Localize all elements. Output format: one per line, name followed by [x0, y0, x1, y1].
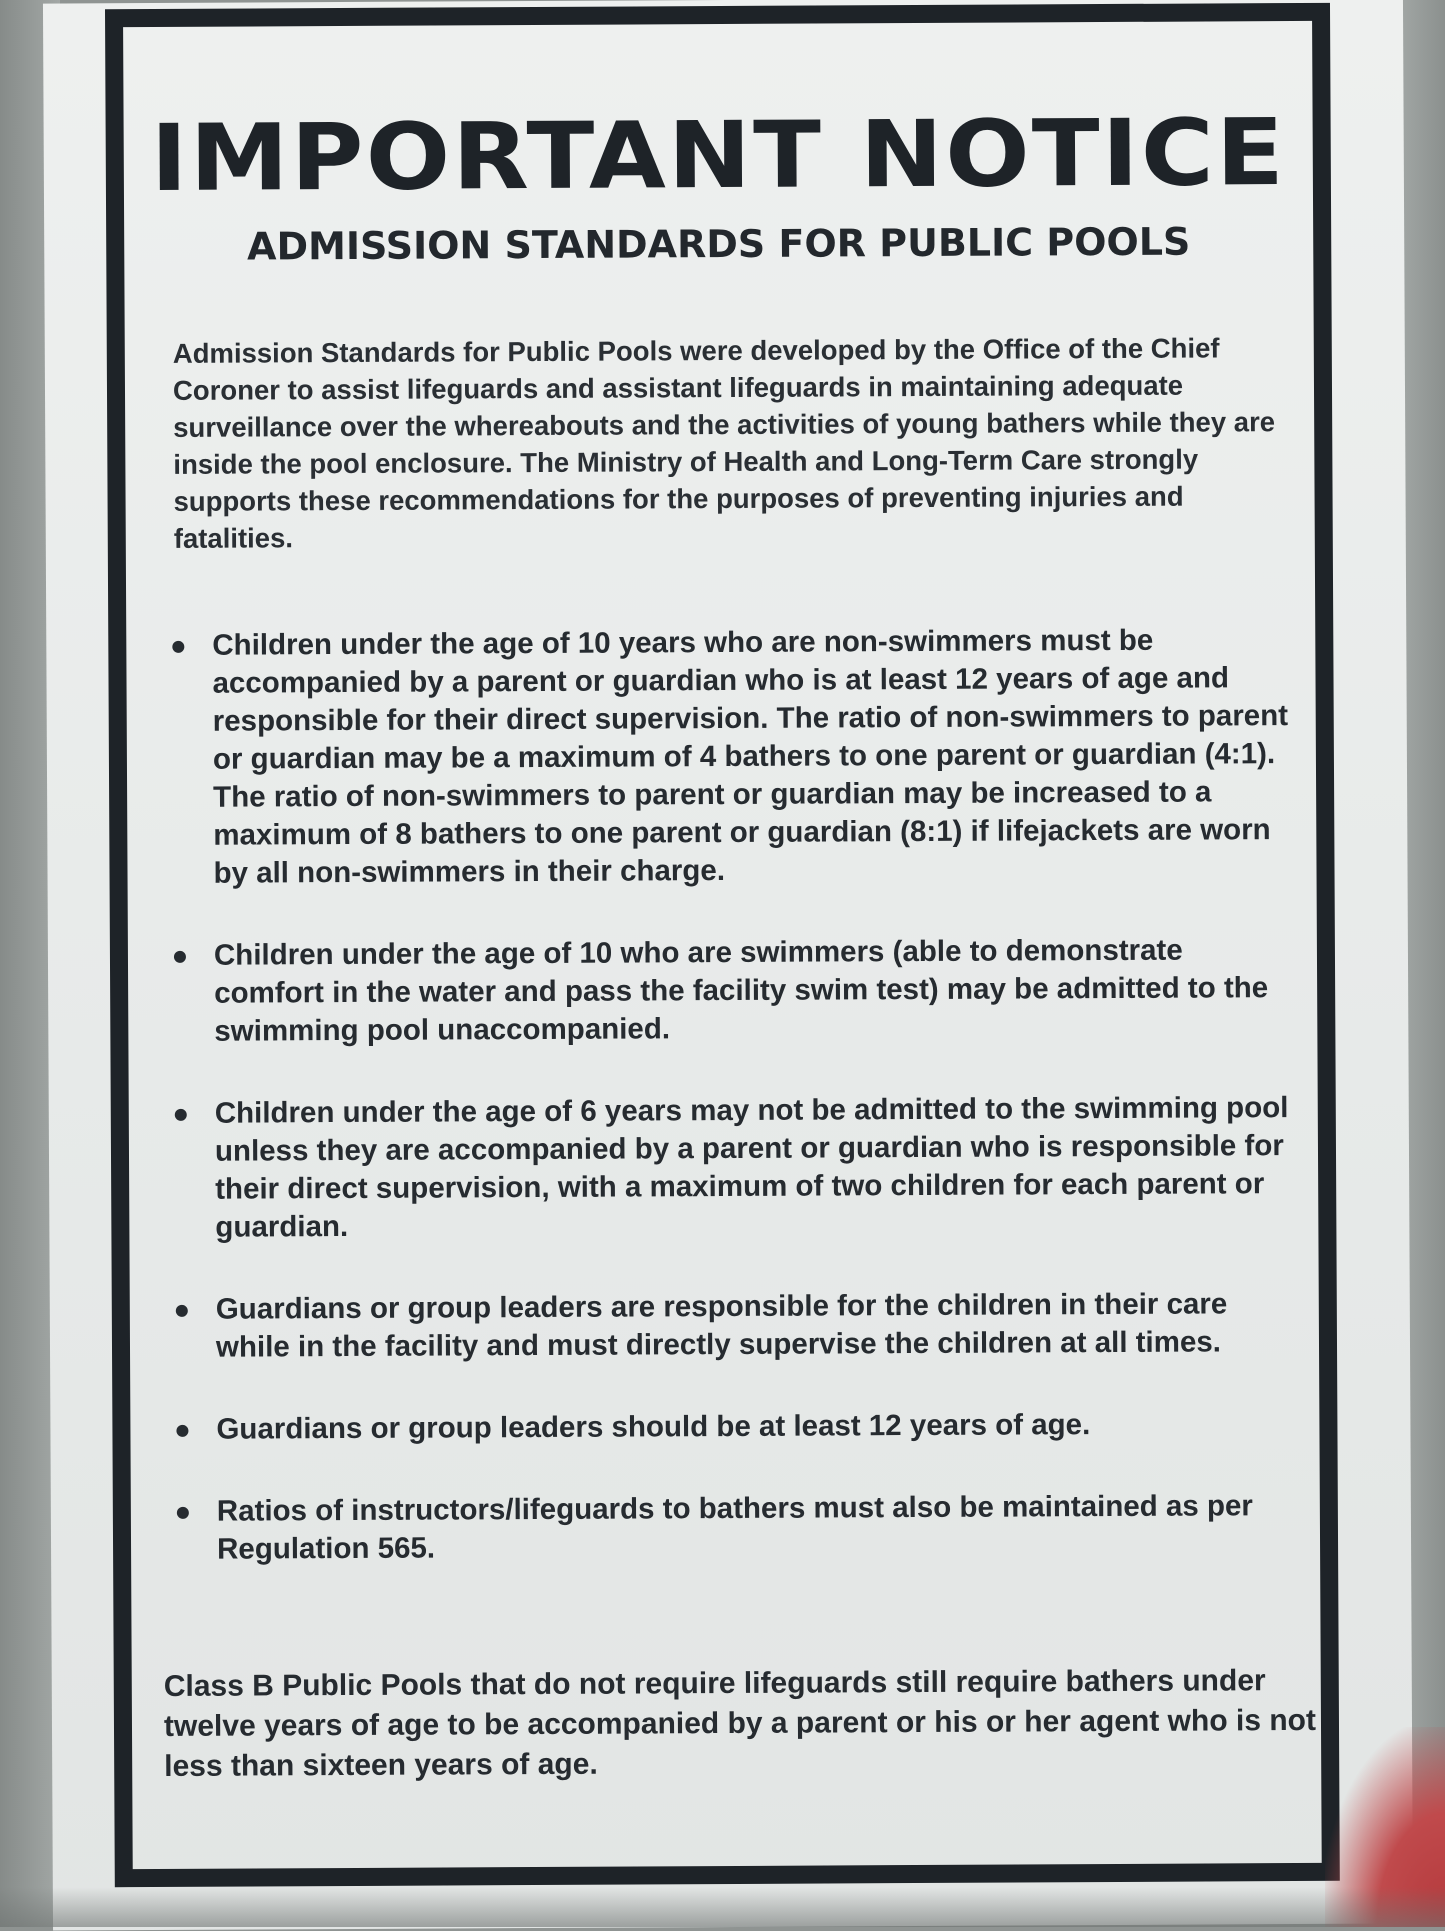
intro-paragraph: Admission Standards for Public Pools were developed by the Office of the Chief Coroner to assist lifeguards and assistant lifeguards in maintaining adequate surveillance over the whereabouts and the activities of young bathers while they are inside the pool enclosure. The Ministry of Health and Long-Term Care strongly supports these recommendations for the purposes of preventing injuries and fatalities. [172, 332, 1276, 554]
rule-text: Guardians or group leaders are responsible for the children in their care while in the facility and must directly supervise the children at all times. [215, 1287, 1228, 1364]
notice-sign-board [43, 0, 1413, 1931]
bullet-icon [177, 1507, 189, 1519]
class-b-footnote: Class B Public Pools that do not require lifeguards still require bathers under twelve years of age to be accompanied by a parent or his or her agent who is not less than sixteen years of age. [163, 1664, 1317, 1783]
bullet-icon [172, 641, 184, 653]
bullet-icon [174, 951, 186, 963]
notice-sign-content [123, 21, 1322, 1869]
rule-text: Children under the age of 6 years may not be admitted to the swimming pool unless they are accompanied by a parent or guardian who is responsible for their direct supervision, with a maximum of two children for each parent or guardian. [214, 1091, 1289, 1244]
rule-item [168, 1405, 1293, 1449]
notice-sign-border [105, 3, 1340, 1887]
floor-shadow [0, 1887, 1445, 1927]
rule-text: Children under the age of 10 who are swimmers (able to demonstrate comfort in the water and pass the facility swim test) may be admitted to the swimming pool unaccompanied. [213, 933, 1269, 1048]
rule-text: Guardians or group leaders should be at least 12 years of age. [216, 1408, 1091, 1446]
rule-item [169, 1487, 1294, 1569]
rules-list [164, 621, 1294, 1613]
rule-item [168, 1285, 1293, 1367]
rule-item [167, 1089, 1293, 1247]
rule-item [164, 621, 1290, 893]
rule-text: Ratios of instructors/lifeguards to bathers must also be maintained as per Regulation 565. [216, 1489, 1253, 1566]
bullet-icon [175, 1109, 187, 1121]
bullet-icon [176, 1305, 188, 1317]
bullet-icon [176, 1425, 188, 1437]
rule-item [166, 931, 1292, 1051]
sign-title: IMPORTANT NOTICE [150, 99, 1287, 213]
sign-subtitle: ADMISSION STANDARDS FOR PUBLIC POOLS [246, 219, 1191, 269]
rule-text: Children under the age of 10 years who are non-swimmers must be accompanied by a parent or guardian who is at least 12 years of age and responsible for their direct supervision. The ratio of non-swimmers to parent or guardian may be a maximum of 4 bathers to one parent or guardian (4:1). The ratio of non-swimmers to parent or guardian may be increased to a maximum of 8 bathers to one parent or guardian (8:1) if lifejackets are worn by all non-swimmers in their charge. [212, 623, 1289, 890]
